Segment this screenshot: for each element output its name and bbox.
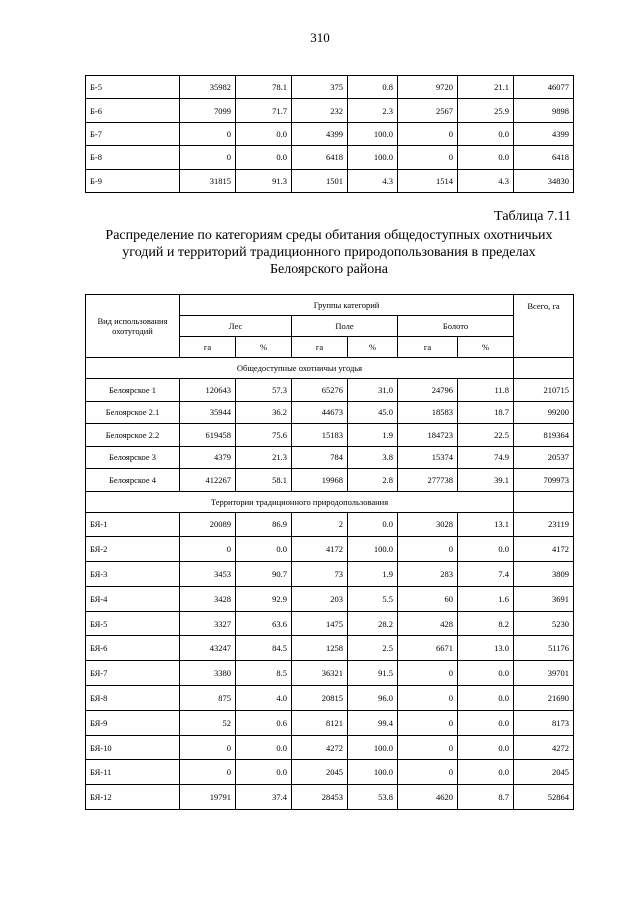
section-empty-cell	[514, 491, 574, 512]
table-row	[86, 469, 574, 492]
value-cell: 31815	[180, 169, 236, 192]
value-cell: 0	[180, 760, 236, 785]
table-row	[86, 562, 574, 587]
value-cell: 619458	[180, 424, 236, 447]
value-cell: 2.3	[348, 99, 398, 122]
row-label-cell: Б-8	[86, 146, 180, 169]
value-cell: 13.1	[458, 512, 514, 537]
value-cell: 0.6	[236, 710, 292, 735]
value-cell: 74.9	[458, 446, 514, 469]
header-total: Всего, га	[514, 295, 574, 358]
value-cell: 5230	[514, 611, 574, 636]
header-swamp: Болото	[398, 316, 514, 337]
value-cell: 0	[180, 735, 236, 760]
value-cell: 20089	[180, 512, 236, 537]
value-cell: 8.5	[236, 661, 292, 686]
table-row	[86, 76, 574, 99]
value-cell: 91.3	[236, 169, 292, 192]
row-label-cell: Белоярское 2.2	[86, 424, 180, 447]
header-unit-ha: га	[292, 337, 348, 358]
row-label-cell: Белоярское 4	[86, 469, 180, 492]
value-cell: 28.2	[348, 611, 398, 636]
value-cell: 0	[180, 146, 236, 169]
value-cell: 120643	[180, 379, 236, 402]
value-cell: 37.4	[236, 785, 292, 810]
value-cell: 100.0	[348, 735, 398, 760]
table-title-line: угодий и территорий традиционного природопользования в пределах	[122, 245, 536, 260]
value-cell: 3327	[180, 611, 236, 636]
value-cell: 43247	[180, 636, 236, 661]
table-row	[86, 611, 574, 636]
row-label-cell: БЯ-6	[86, 636, 180, 661]
value-cell: 4172	[292, 537, 348, 562]
value-cell: 75.6	[236, 424, 292, 447]
row-label-cell: БЯ-8	[86, 686, 180, 711]
value-cell: 99200	[514, 401, 574, 424]
table-row	[86, 735, 574, 760]
value-cell: 3809	[514, 562, 574, 587]
value-cell: 9720	[398, 76, 458, 99]
value-cell: 3380	[180, 661, 236, 686]
value-cell: 90.7	[236, 562, 292, 587]
value-cell: 35944	[180, 401, 236, 424]
value-cell: 1.6	[458, 586, 514, 611]
value-cell: 8173	[514, 710, 574, 735]
value-cell: 819364	[514, 424, 574, 447]
value-cell: 52	[180, 710, 236, 735]
section-title: Общедоступные охотничьи угодья	[86, 358, 514, 379]
table-row	[86, 379, 574, 402]
section-header-row	[86, 491, 574, 512]
value-cell: 0	[398, 122, 458, 145]
value-cell: 71.7	[236, 99, 292, 122]
value-cell: 1.9	[348, 424, 398, 447]
value-cell: 0	[398, 760, 458, 785]
value-cell: 39701	[514, 661, 574, 686]
value-cell: 65276	[292, 379, 348, 402]
value-cell: 18583	[398, 401, 458, 424]
value-cell: 99.4	[348, 710, 398, 735]
header-unit-ha: га	[180, 337, 236, 358]
value-cell: 3691	[514, 586, 574, 611]
value-cell: 39.1	[458, 469, 514, 492]
habitat-table-body	[86, 358, 574, 810]
value-cell: 21.1	[458, 76, 514, 99]
row-label-cell: БЯ-1	[86, 512, 180, 537]
row-label-cell: Б-6	[86, 99, 180, 122]
value-cell: 8121	[292, 710, 348, 735]
value-cell: 0	[398, 537, 458, 562]
table-row	[86, 99, 574, 122]
value-cell: 21.3	[236, 446, 292, 469]
value-cell: 0.0	[458, 735, 514, 760]
value-cell: 0.0	[236, 537, 292, 562]
value-cell: 232	[292, 99, 348, 122]
value-cell: 0.0	[458, 661, 514, 686]
table-row	[86, 169, 574, 192]
header-usage-type: Вид использования охотугодий	[86, 295, 180, 358]
value-cell: 0	[398, 710, 458, 735]
table-row	[86, 537, 574, 562]
value-cell: 4399	[292, 122, 348, 145]
page-number: 310	[310, 30, 330, 45]
value-cell: 0.0	[236, 760, 292, 785]
row-label-cell: Белоярское 1	[86, 379, 180, 402]
value-cell: 0.0	[458, 710, 514, 735]
value-cell: 709973	[514, 469, 574, 492]
table-row	[86, 146, 574, 169]
value-cell: 2567	[398, 99, 458, 122]
value-cell: 0.0	[236, 146, 292, 169]
value-cell: 0	[398, 735, 458, 760]
value-cell: 1501	[292, 169, 348, 192]
value-cell: 184723	[398, 424, 458, 447]
value-cell: 20537	[514, 446, 574, 469]
value-cell: 8.7	[458, 785, 514, 810]
header-field: Поле	[292, 316, 398, 337]
table-title-line: Распределение по категориям среды обитания общедоступных охотничьих	[105, 228, 553, 243]
table-row	[86, 661, 574, 686]
value-cell: 4620	[398, 785, 458, 810]
value-cell: 0.0	[348, 512, 398, 537]
value-cell: 4379	[180, 446, 236, 469]
row-label-cell: Белоярское 3	[86, 446, 180, 469]
value-cell: 58.1	[236, 469, 292, 492]
value-cell: 19791	[180, 785, 236, 810]
table-row	[86, 446, 574, 469]
value-cell: 36321	[292, 661, 348, 686]
value-cell: 4.0	[236, 686, 292, 711]
value-cell: 412267	[180, 469, 236, 492]
value-cell: 1.9	[348, 562, 398, 587]
value-cell: 100.0	[348, 537, 398, 562]
value-cell: 0	[398, 686, 458, 711]
value-cell: 210715	[514, 379, 574, 402]
row-label-cell: БЯ-7	[86, 661, 180, 686]
value-cell: 0.8	[348, 76, 398, 99]
value-cell: 5.5	[348, 586, 398, 611]
habitat-distribution-table	[85, 294, 574, 810]
value-cell: 0.0	[458, 760, 514, 785]
value-cell: 28453	[292, 785, 348, 810]
value-cell: 96.0	[348, 686, 398, 711]
value-cell: 45.0	[348, 401, 398, 424]
table-row	[86, 710, 574, 735]
value-cell: 203	[292, 586, 348, 611]
table-number: Таблица 7.11	[494, 209, 571, 224]
value-cell: 21690	[514, 686, 574, 711]
table-row	[86, 586, 574, 611]
value-cell: 2045	[292, 760, 348, 785]
value-cell: 15374	[398, 446, 458, 469]
section-header-row	[86, 358, 574, 379]
value-cell: 31.0	[348, 379, 398, 402]
value-cell: 0	[398, 146, 458, 169]
row-label-cell: БЯ-4	[86, 586, 180, 611]
row-label-cell: Белоярское 2.1	[86, 401, 180, 424]
value-cell: 20815	[292, 686, 348, 711]
value-cell: 8.2	[458, 611, 514, 636]
value-cell: 92.9	[236, 586, 292, 611]
value-cell: 11.8	[458, 379, 514, 402]
value-cell: 44673	[292, 401, 348, 424]
value-cell: 63.6	[236, 611, 292, 636]
value-cell: 4172	[514, 537, 574, 562]
value-cell: 52864	[514, 785, 574, 810]
value-cell: 875	[180, 686, 236, 711]
row-label-cell: БЯ-5	[86, 611, 180, 636]
value-cell: 0	[398, 661, 458, 686]
value-cell: 73	[292, 562, 348, 587]
value-cell: 4272	[292, 735, 348, 760]
value-cell: 0.0	[236, 122, 292, 145]
value-cell: 86.9	[236, 512, 292, 537]
row-label-cell: БЯ-10	[86, 735, 180, 760]
value-cell: 6418	[514, 146, 574, 169]
value-cell: 4.3	[348, 169, 398, 192]
value-cell: 0.0	[458, 122, 514, 145]
value-cell: 2.8	[348, 469, 398, 492]
value-cell: 7.4	[458, 562, 514, 587]
header-unit-ha: га	[398, 337, 458, 358]
value-cell: 35982	[180, 76, 236, 99]
value-cell: 24796	[398, 379, 458, 402]
value-cell: 22.5	[458, 424, 514, 447]
value-cell: 9898	[514, 99, 574, 122]
value-cell: 51176	[514, 636, 574, 661]
value-cell: 0.0	[458, 686, 514, 711]
value-cell: 784	[292, 446, 348, 469]
value-cell: 46077	[514, 76, 574, 99]
row-label-cell: БЯ-2	[86, 537, 180, 562]
value-cell: 60	[398, 586, 458, 611]
value-cell: 23119	[514, 512, 574, 537]
row-label-cell: БЯ-12	[86, 785, 180, 810]
value-cell: 375	[292, 76, 348, 99]
value-cell: 283	[398, 562, 458, 587]
value-cell: 1475	[292, 611, 348, 636]
value-cell: 277738	[398, 469, 458, 492]
value-cell: 53.8	[348, 785, 398, 810]
value-cell: 2.5	[348, 636, 398, 661]
value-cell: 0.0	[236, 735, 292, 760]
row-label-cell: БЯ-11	[86, 760, 180, 785]
value-cell: 34830	[514, 169, 574, 192]
value-cell: 4.3	[458, 169, 514, 192]
table-row	[86, 424, 574, 447]
table-row	[86, 401, 574, 424]
header-groups: Группы категорий	[180, 295, 514, 316]
section-title: Территории традиционного природопользования	[86, 491, 514, 512]
value-cell: 4272	[514, 735, 574, 760]
value-cell: 7099	[180, 99, 236, 122]
value-cell: 57.3	[236, 379, 292, 402]
header-unit-pct: %	[348, 337, 398, 358]
row-label-cell: Б-9	[86, 169, 180, 192]
value-cell: 1514	[398, 169, 458, 192]
value-cell: 36.2	[236, 401, 292, 424]
value-cell: 428	[398, 611, 458, 636]
value-cell: 100.0	[348, 122, 398, 145]
row-label-cell: БЯ-3	[86, 562, 180, 587]
value-cell: 18.7	[458, 401, 514, 424]
value-cell: 6671	[398, 636, 458, 661]
header-unit-pct: %	[458, 337, 514, 358]
value-cell: 3428	[180, 586, 236, 611]
header-unit-pct: %	[236, 337, 292, 358]
value-cell: 100.0	[348, 146, 398, 169]
table-title	[85, 227, 573, 278]
value-cell: 4399	[514, 122, 574, 145]
row-label-cell: Б-7	[86, 122, 180, 145]
value-cell: 3.8	[348, 446, 398, 469]
value-cell: 1258	[292, 636, 348, 661]
value-cell: 3028	[398, 512, 458, 537]
value-cell: 13.0	[458, 636, 514, 661]
value-cell: 0.0	[458, 146, 514, 169]
table-row	[86, 636, 574, 661]
table-row	[86, 760, 574, 785]
continued-table	[85, 75, 574, 193]
value-cell: 0	[180, 122, 236, 145]
value-cell: 84.5	[236, 636, 292, 661]
value-cell: 6418	[292, 146, 348, 169]
row-label-cell: Б-5	[86, 76, 180, 99]
value-cell: 2045	[514, 760, 574, 785]
value-cell: 100.0	[348, 760, 398, 785]
value-cell: 0.0	[458, 537, 514, 562]
table-title-line: Белоярского района	[269, 262, 389, 277]
section-empty-cell	[514, 358, 574, 379]
value-cell: 2	[292, 512, 348, 537]
value-cell: 19968	[292, 469, 348, 492]
continued-table-body	[86, 76, 574, 193]
table-row	[86, 512, 574, 537]
header-forest: Лес	[180, 316, 292, 337]
value-cell: 3453	[180, 562, 236, 587]
value-cell: 91.5	[348, 661, 398, 686]
table-row	[86, 122, 574, 145]
value-cell: 0	[180, 537, 236, 562]
value-cell: 25.9	[458, 99, 514, 122]
row-label-cell: БЯ-9	[86, 710, 180, 735]
table-row	[86, 785, 574, 810]
value-cell: 15183	[292, 424, 348, 447]
value-cell: 78.1	[236, 76, 292, 99]
table-row	[86, 686, 574, 711]
